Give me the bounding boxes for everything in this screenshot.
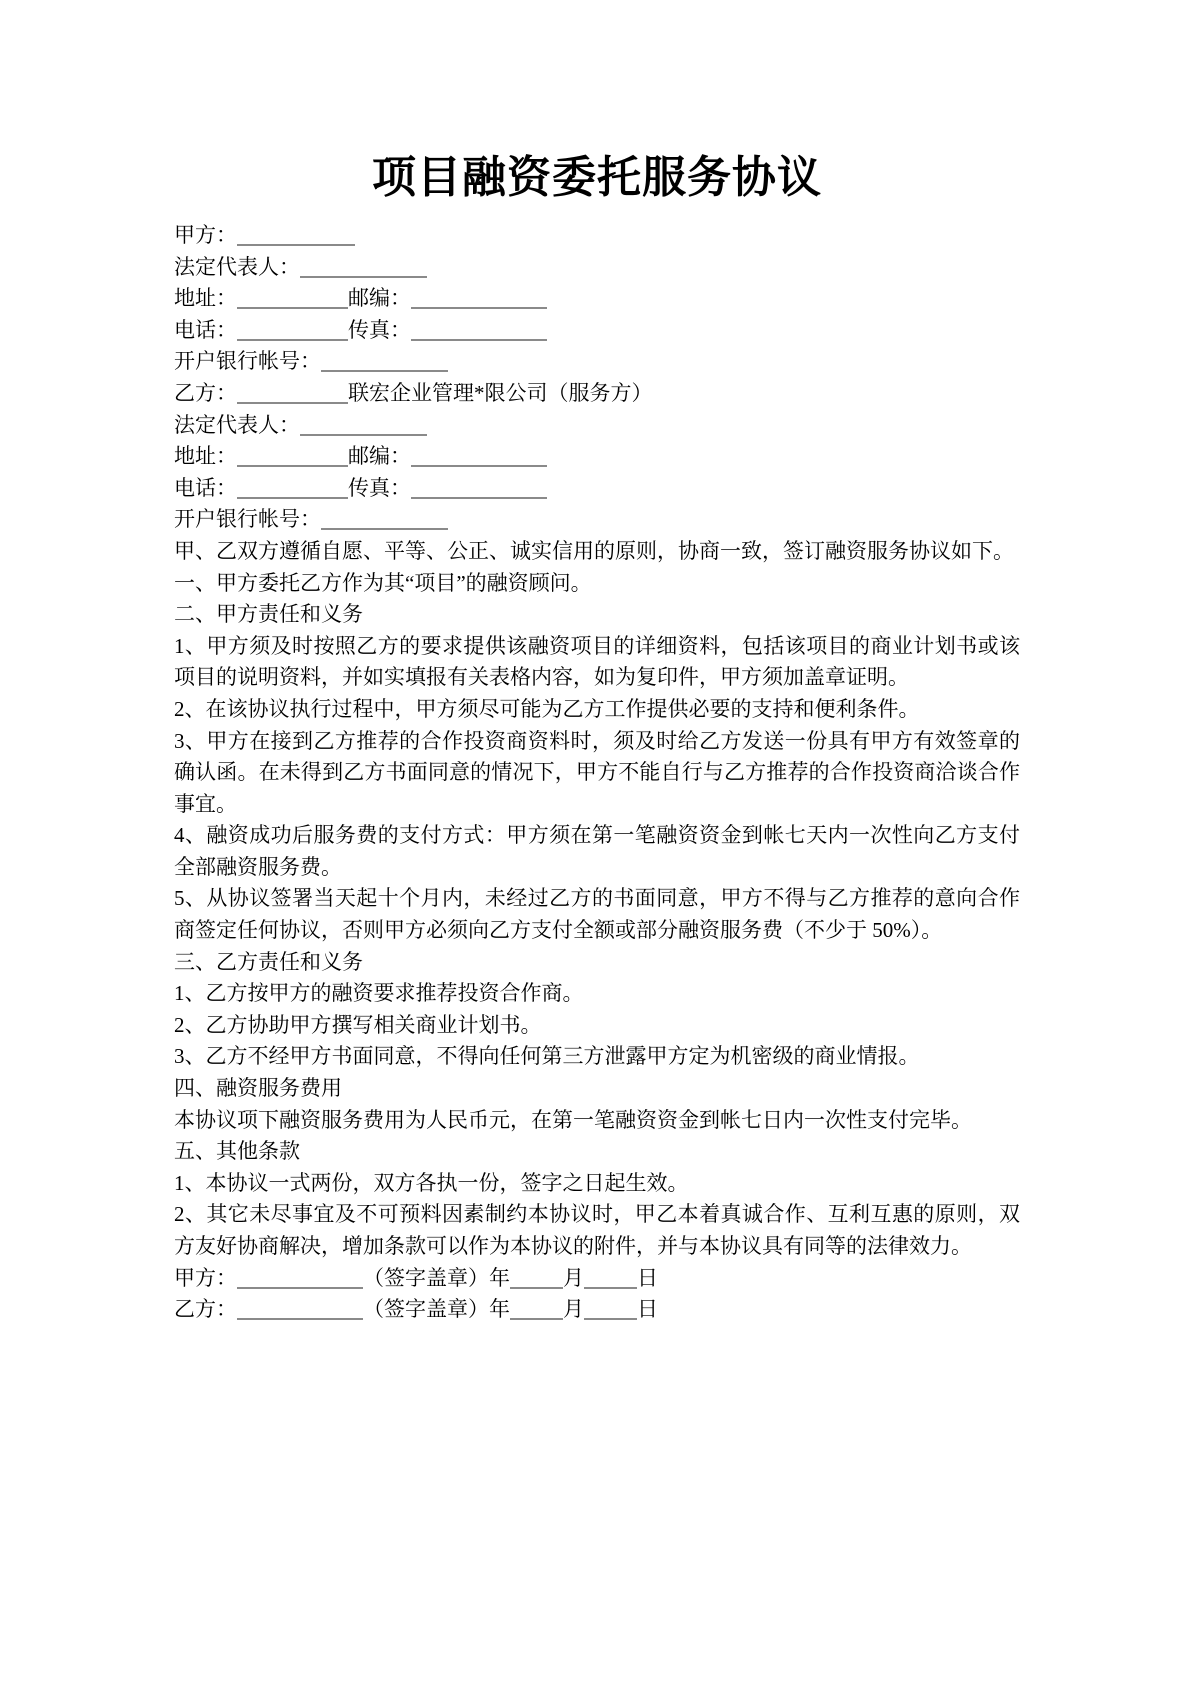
text-run: 1、甲方须及时按照乙方的要求提供该融资项目的详细资料，包括该项目的商业计划书或该项目的说明资料，并如实填报有关表格内容，如为复印件，甲方须加盖章证明。 [174,633,1020,690]
text-run: 甲、乙双方遵循自愿、平等、公正、诚实信用的原则，协商一致，签订融资服务协议如下。 [174,538,1014,563]
text-run: 月 [563,1297,584,1322]
fill-in-blank [237,334,348,341]
text-run: 邮编： [348,444,411,469]
paragraph-clause-1 [174,568,1020,600]
paragraph-party-a-phone-fax [174,315,1020,347]
text-run: 5、从协议签署当天起十个月内，未经过乙方的书面同意，甲方不得与乙方推荐的意向合作商签定任何协议，否则甲方必须向乙方支付全额或部分融资服务费（不少于 50%）。 [174,886,1020,943]
fill-in-blank [584,1282,637,1289]
paragraph-party-b-signature [174,1294,1020,1326]
paragraph-section-2-heading [174,599,1020,631]
text-run: 一、甲方委托乙方作为其“项目”的融资顾问。 [174,570,592,595]
text-run: 2、乙方协助甲方撰写相关商业计划书。 [174,1012,542,1037]
fill-in-blank [237,239,355,246]
text-run: 地址： [174,286,237,311]
text-run: 本协议项下融资服务费用为人民币元，在第一笔融资资金到帐七日内一次性支付完毕。 [174,1107,972,1132]
paragraph-party-a-bank [174,346,1020,378]
paragraph-section-3-item-3 [174,1041,1020,1073]
paragraph-section-2-item-4 [174,820,1020,883]
paragraph-section-4-body [174,1105,1020,1137]
text-run: 法定代表人： [174,412,300,437]
paragraph-party-a-signature [174,1263,1020,1295]
text-run: 2、在该协议执行过程中，甲方须尽可能为乙方工作提供必要的支持和便利条件。 [174,696,920,721]
fill-in-blank [237,302,348,309]
text-run: 邮编： [348,286,411,311]
paragraph-party-b-name [174,378,1020,410]
text-run: 开户银行帐号： [174,507,321,532]
fill-in-blank [411,302,547,309]
text-run: 传真： [348,475,411,500]
text-run: 地址： [174,444,237,469]
text-run: 联宏企业管理*限公司（服务方） [348,380,653,405]
fill-in-blank [411,492,547,499]
fill-in-blank [411,334,547,341]
paragraph-section-2-item-1 [174,631,1020,694]
text-run: 4、融资成功后服务费的支付方式：甲方须在第一笔融资资金到帐七天内一次性向乙方支付全部融资服务费。 [174,823,1020,879]
paragraph-section-3-heading [174,947,1020,979]
paragraph-section-5-item-1 [174,1168,1020,1200]
fill-in-blank [237,1313,363,1320]
text-run: 法定代表人： [174,254,300,279]
fill-in-blank [584,1313,637,1320]
paragraph-section-5-item-2 [174,1199,1020,1262]
text-run: 日 [637,1297,658,1322]
paragraph-party-b-legal-rep [174,410,1020,442]
paragraph-section-2-item-2 [174,694,1020,726]
text-run: 电话： [174,475,237,500]
fill-in-blank [510,1282,563,1289]
paragraph-section-2-item-3 [174,726,1020,821]
fill-in-blank [411,460,547,467]
text-run: 电话： [174,317,237,342]
text-run: 开户银行帐号： [174,349,321,374]
fill-in-blank [321,365,448,372]
fill-in-blank [321,523,448,530]
text-run: 四、融资服务费用 [174,1076,342,1101]
fill-in-blank [300,429,427,436]
fill-in-blank [237,1282,363,1289]
text-run: 三、乙方责任和义务 [174,949,363,974]
text-run: 甲方： [174,1265,237,1290]
paragraph-section-3-item-2 [174,1010,1020,1042]
paragraph-party-a-legal-rep [174,252,1020,284]
paragraph-party-b-address [174,441,1020,473]
text-run: 日 [637,1265,658,1290]
paragraph-section-5-heading [174,1136,1020,1168]
document-body [174,220,1020,1326]
paragraph-party-a-address [174,283,1020,315]
text-run: 甲方： [174,223,237,247]
paragraph-party-b-bank [174,504,1020,536]
fill-in-blank [237,460,348,467]
text-run: （签字盖章）年 [363,1265,510,1290]
fill-in-blank [510,1313,563,1320]
fill-in-blank [237,492,348,499]
text-run: 1、乙方按甲方的融资要求推荐投资合作商。 [174,981,584,1006]
paragraph-party-b-phone-fax [174,473,1020,505]
paragraph-section-2-item-5 [174,883,1020,946]
text-run: 乙方： [174,1297,237,1322]
text-run: （签字盖章）年 [363,1297,510,1322]
paragraph-section-3-item-1 [174,978,1020,1010]
text-run: 月 [563,1265,584,1290]
text-run: 二、甲方责任和义务 [174,602,363,627]
fill-in-blank [300,271,427,278]
text-run: 3、甲方在接到乙方推荐的合作投资商资料时，须及时给乙方发送一份具有甲方有效签章的确认函。在未得到乙方书面同意的情况下，甲方不能自行与乙方推荐的合作投资商洽谈合作事宜。 [174,728,1020,816]
text-run: 五、其他条款 [174,1139,300,1164]
text-run: 3、乙方不经甲方书面同意，不得向任何第三方泄露甲方定为机密级的商业情报。 [174,1044,920,1069]
paragraph-preamble [174,536,1020,568]
fill-in-blank [237,397,348,404]
text-run: 1、本协议一式两份，双方各执一份，签字之日起生效。 [174,1170,689,1195]
paragraph-section-4-heading [174,1073,1020,1105]
text-run: 乙方： [174,380,237,405]
paragraph-party-a-name [174,220,1020,252]
document-title: 项目融资委托服务协议 [372,153,822,202]
text-run: 传真： [348,317,411,342]
text-run: 2、其它未尽事宜及不可预料因素制约本协议时，甲乙本着真诚合作、互利互惠的原则，双方友好协商解决，增加条款可以作为本协议的附件，并与本协议具有同等的法律效力。 [174,1202,1020,1258]
